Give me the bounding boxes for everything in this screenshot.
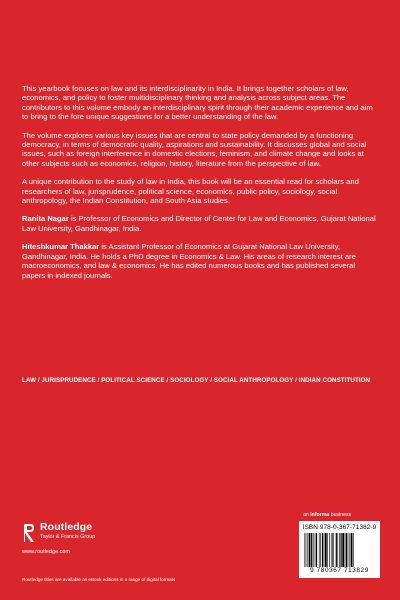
informa-suffix: business [329, 512, 352, 518]
barcode-bar [320, 533, 321, 567]
editor-bio-text-2: is Assistant Professor of Economics at Gujarat National Law University, Gandhinagar, India. He holds a PhD degree in Economics & Law. His areas of research interest are macroeconomics, and law & economics. He has edited numerous books and has published several papers in indexed journals. [22, 242, 356, 280]
isbn-label: ISBN 978-0-367-71382-9 [302, 524, 377, 531]
barcode-bars [304, 533, 375, 567]
barcode-bar [332, 533, 333, 567]
barcode-bar [305, 533, 306, 567]
ebook-footnote: Routledge titles are available as eBook editions in a range of digital formats [22, 577, 176, 582]
barcode-bar [327, 533, 328, 567]
barcode-bar [333, 533, 334, 567]
barcode-bar [311, 533, 312, 567]
description-paragraph-3: A unique contribution to the study of law in India, this book will be an essential read for scholars and researchers of law, jurisprudence, political science, economics, public policy, sociology, social anthropology, the Indian Constitution, and South Asia studies. [22, 177, 359, 206]
editor-bio-text-1: is Professor of Economics and Director of Center for Law and Economics, Gujarat National Law University, Gandhinagar, India. [22, 214, 376, 233]
routledge-logo-icon [22, 523, 36, 543]
barcode-bar [345, 533, 346, 567]
editor-name-2: Hiteshkumar Thakkar [22, 242, 100, 252]
publisher-website: www.routledge.com [22, 549, 70, 555]
barcode-bar [350, 533, 351, 567]
publisher-name: Routledge [40, 521, 93, 533]
barcode-bar [348, 533, 349, 567]
editor-bio-2 [22, 242, 378, 280]
barcode-bar [308, 533, 309, 567]
informa-brand: informa [310, 512, 330, 518]
routledge-logo [22, 521, 152, 561]
editor-bio-1 [22, 214, 378, 233]
barcode-bar [329, 533, 330, 567]
barcode-bar [325, 533, 327, 567]
subject-categories [22, 377, 382, 384]
barcode-bar [353, 533, 354, 567]
barcode-bar [324, 533, 325, 567]
barcode-bar [351, 533, 353, 567]
informa-prefix: an [303, 512, 311, 518]
barcode-bar [341, 533, 342, 567]
barcode-bar [306, 533, 307, 567]
isbn-barcode [299, 521, 380, 578]
barcode-bar [309, 533, 311, 567]
barcode-bar [319, 533, 320, 567]
informa-tagline [303, 512, 351, 518]
barcode-bar [339, 533, 340, 567]
barcode-bar [346, 533, 347, 567]
barcode-digits: 9 780367 713829 [310, 567, 369, 574]
barcode-bar [331, 533, 332, 567]
description-paragraph-2: The volume explores various key issues that are central to state policy demanded by a functioning democracy, in terms of democratic quality, aspirations and sustainability. It discusses global and social issues, such as foreign interference in domestic elections, feminism, and climate change and looks at other subjects such as economics, religion, history, literature from the perspective of law. [22, 130, 367, 168]
barcode-bar [342, 533, 344, 567]
barcode-bar [336, 533, 337, 567]
barcode-bar [322, 533, 323, 567]
subject-categories-text: LAW / JURISPRUDENCE / POLITICAL SCIENCE / SOCIOLOGY / SOCIAL ANTHROPOLOGY / INDIAN CONSTITUTION [22, 377, 371, 384]
barcode-bar [338, 533, 339, 567]
barcode-bar [313, 533, 314, 567]
back-cover-text [22, 84, 378, 289]
publisher-group: Taylor & Francis Group [40, 534, 96, 540]
barcode-bar [315, 533, 316, 567]
barcode-bar [316, 533, 317, 567]
editor-name-1: Ranita Nagar [22, 214, 69, 224]
description-paragraph-1: This yearbook focuses on law and its interdisciplinarity in India. It brings together scholars of law, economics, and policy to foster multidisciplinary thinking and analysis across subject areas. The contributors to this volume embody an interdisciplinary spirit through their academic experience and aim to bring to the fore unique suggestions for a better understanding of the law. [22, 84, 373, 122]
